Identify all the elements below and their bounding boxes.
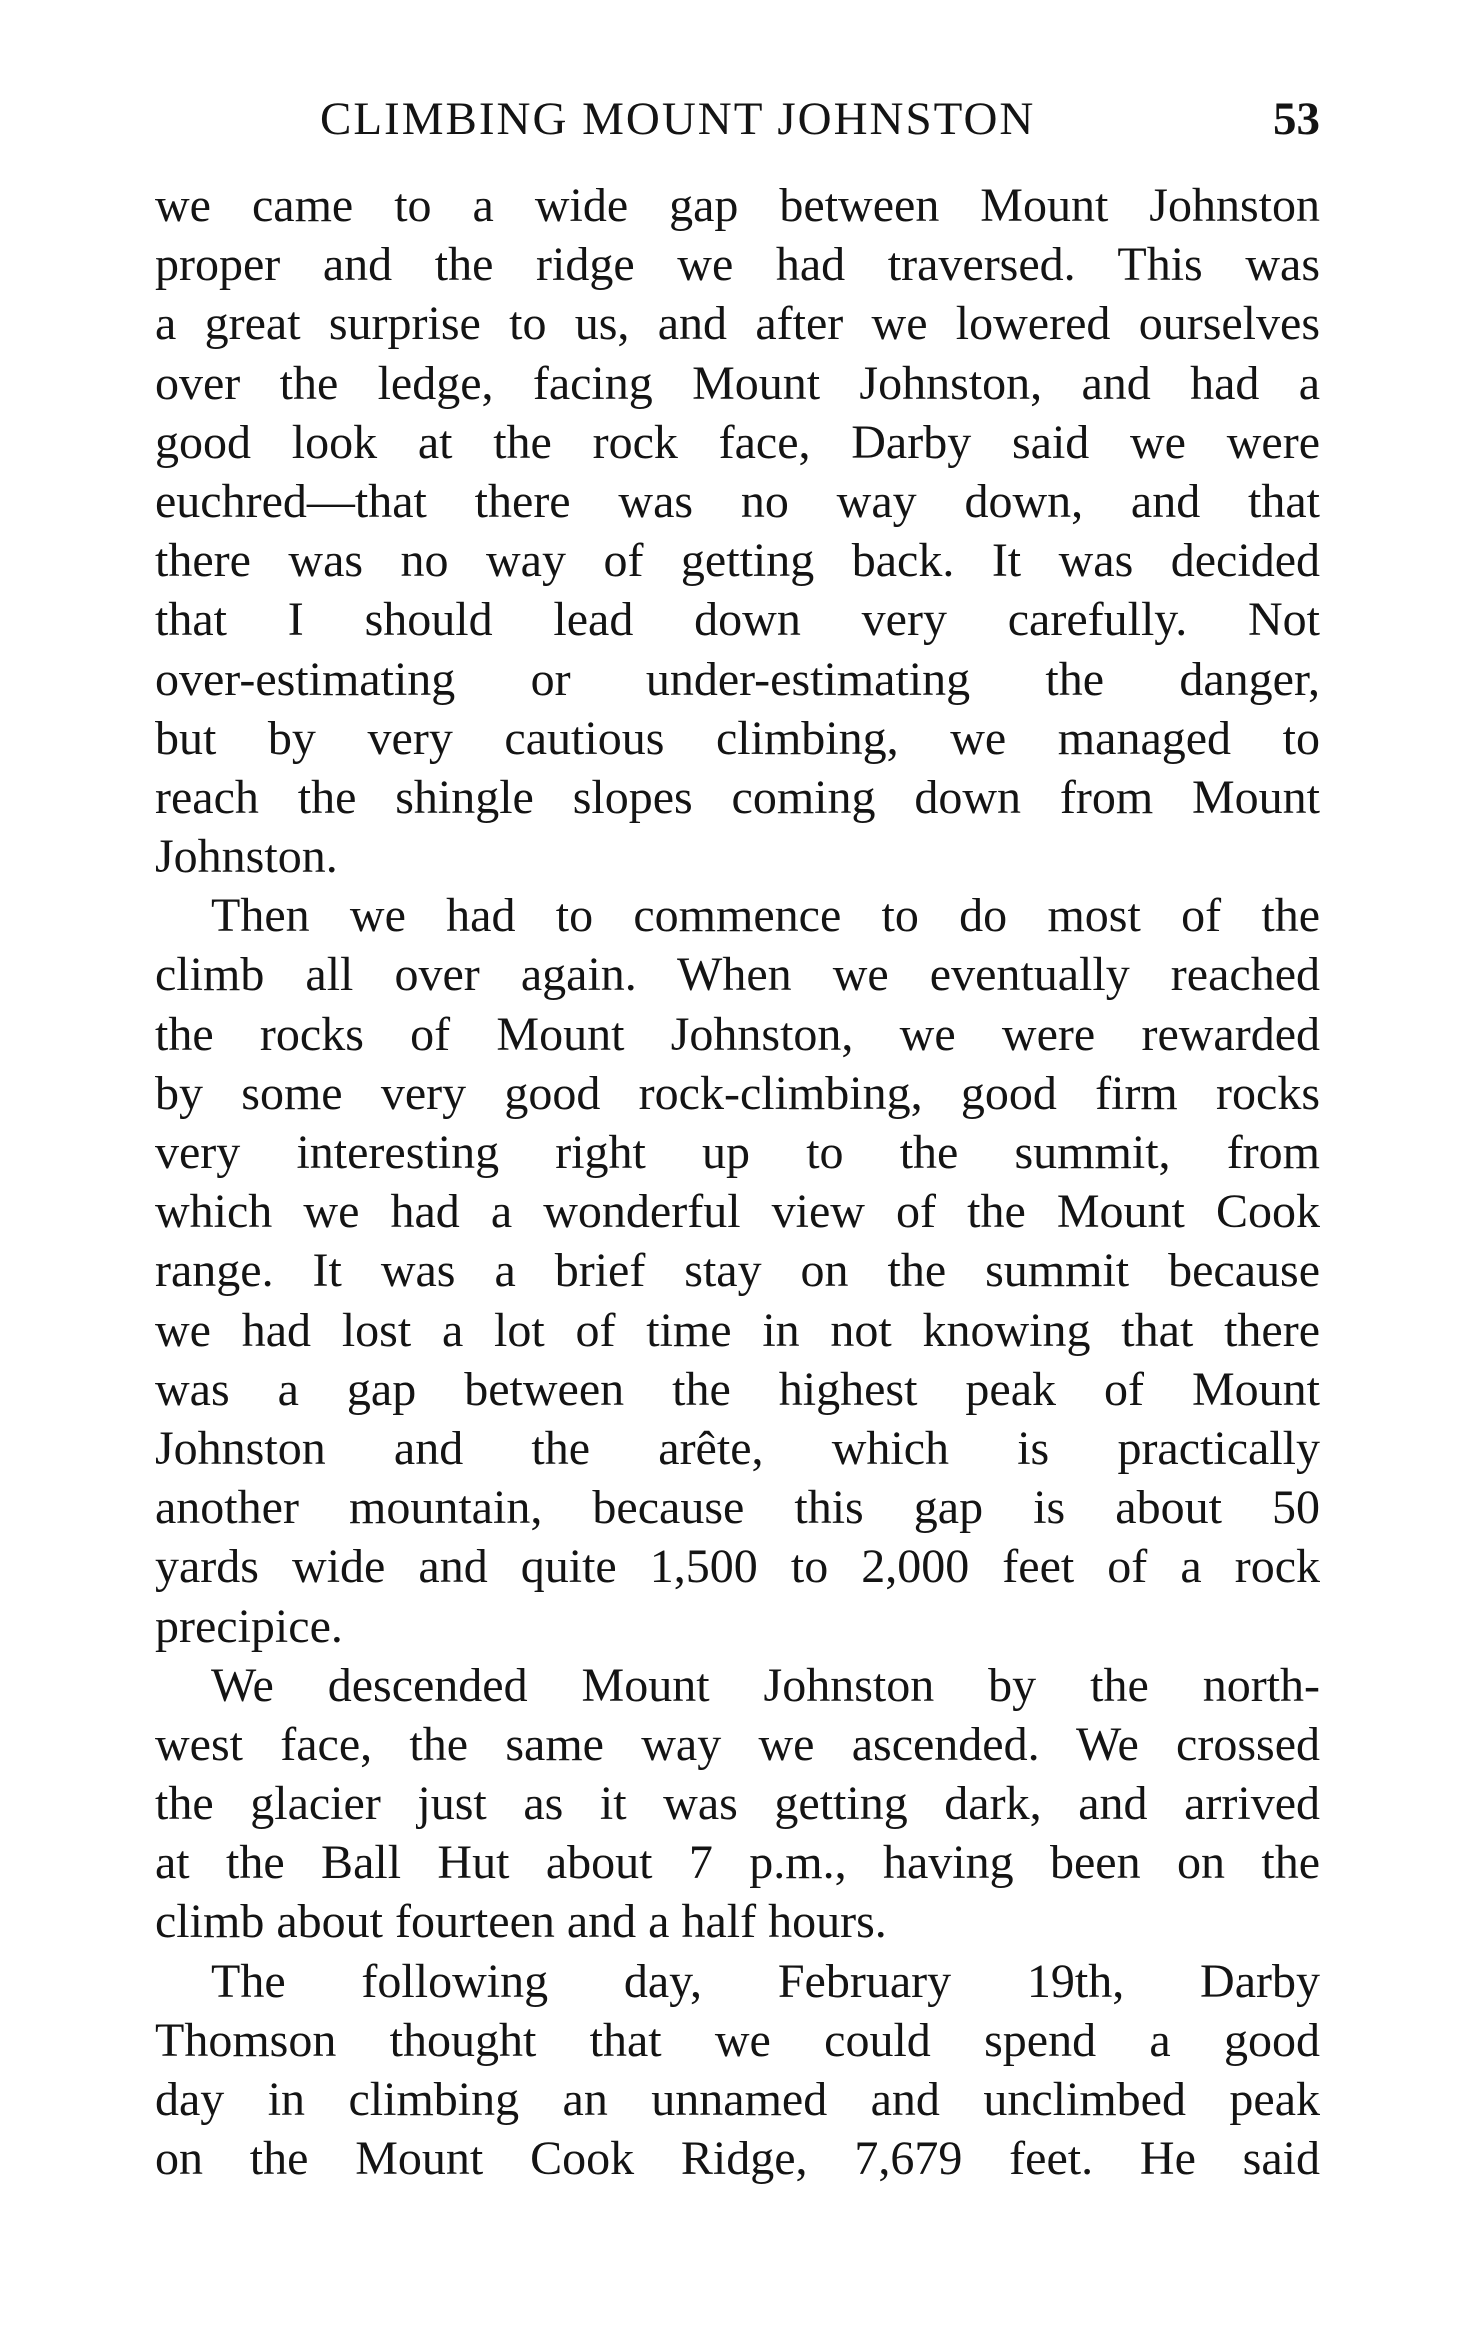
running-head <box>150 92 1320 152</box>
text-line: The following day, February 19th, Darby <box>211 1954 1320 2008</box>
text-line: over-estimating or under-estimating the danger, <box>155 652 1320 706</box>
text-line: euchred—that there was no way down, and that <box>155 474 1320 528</box>
text-line: Then we had to commence to do most of the <box>211 889 1320 943</box>
text-line: another mountain, because this gap is about 50 <box>155 1481 1320 1535</box>
text-line: Johnston and the arête, which is practically <box>155 1421 1320 1475</box>
text-line: by some very good rock-climbing, good firm rocks <box>155 1066 1320 1120</box>
text-line: that I should lead down very carefully. Not <box>155 593 1320 647</box>
paragraph-4 <box>155 1952 1320 2189</box>
text-line: which we had a wonderful view of the Mount Cook <box>155 1185 1320 1239</box>
text-line: reach the shingle slopes coming down from Mount <box>155 770 1320 824</box>
text-line: good look at the rock face, Darby said we were <box>155 415 1320 469</box>
text-line: very interesting right up to the summit, from <box>155 1126 1320 1179</box>
paragraph-3 <box>155 1656 1320 1952</box>
text-line: at the Ball Hut about 7 p.m., having been on the <box>155 1836 1320 1890</box>
text-line: proper and the ridge we had traversed. This was <box>155 238 1320 292</box>
text-line: we had lost a lot of time in not knowing that there <box>155 1303 1320 1357</box>
text-line: climb all over again. When we eventually reached <box>155 948 1320 1002</box>
paragraph-2 <box>155 886 1320 1655</box>
text-line: range. It was a brief stay on the summit because <box>155 1244 1320 1298</box>
text-line: a great surprise to us, and after we lowered ourselves <box>155 297 1320 351</box>
body-text <box>155 176 1320 2188</box>
text-line: on the Mount Cook Ridge, 7,679 feet. He said <box>155 2132 1320 2186</box>
text-line: over the ledge, facing Mount Johnston, and had a <box>155 356 1320 410</box>
text-line: climb about fourteen and a half hours. <box>155 1895 887 1949</box>
text-line: Johnston. <box>155 830 338 884</box>
page-number: 53 <box>1273 93 1320 145</box>
text-line: We descended Mount Johnston by the north- <box>211 1658 1320 1712</box>
text-line: was a gap between the highest peak of Mount <box>155 1362 1320 1416</box>
text-line: west face, the same way we ascended. We crossed <box>155 1717 1320 1771</box>
text-line: but by very cautious climbing, we managed to <box>155 711 1320 765</box>
text-line: the glacier just as it was getting dark, and arrived <box>155 1777 1320 1831</box>
text-line: yards wide and quite 1,500 to 2,000 feet of a rock <box>155 1540 1320 1594</box>
text-line: we came to a wide gap between Mount Johnston <box>155 179 1320 232</box>
text-line: day in climbing an unnamed and unclimbed peak <box>155 2073 1320 2126</box>
text-line: precipice. <box>155 1599 343 1653</box>
running-title: CLIMBING MOUNT JOHNSTON <box>320 93 1036 145</box>
text-line: the rocks of Mount Johnston, we were rewarded <box>155 1007 1320 1061</box>
text-line: Thomson thought that we could spend a good <box>155 2013 1320 2067</box>
paragraph-1 <box>155 176 1320 886</box>
text-line: there was no way of getting back. It was decided <box>155 534 1320 588</box>
